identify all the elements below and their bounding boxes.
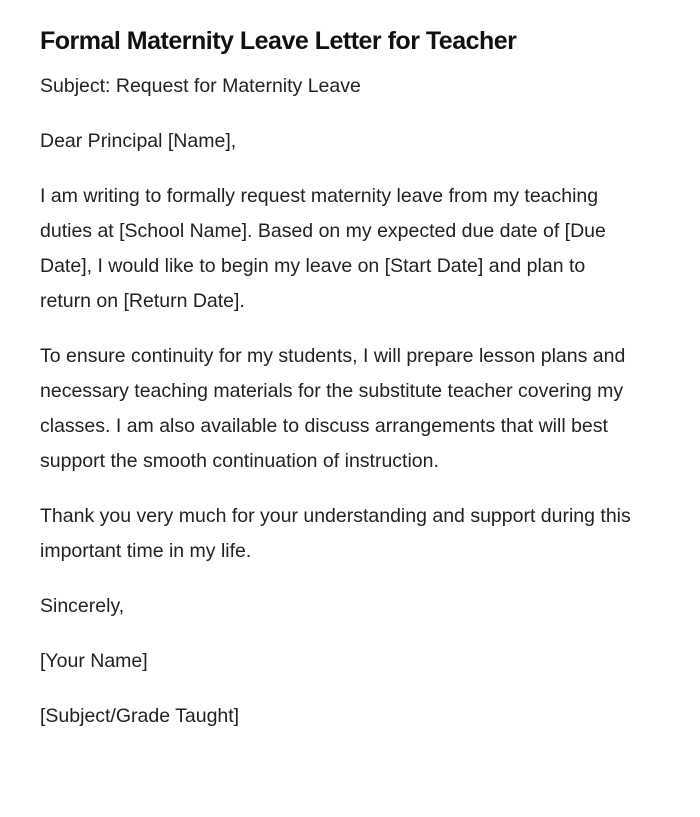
- signature-name: [Your Name]: [40, 650, 148, 672]
- signature-role: [Subject/Grade Taught]: [40, 705, 240, 727]
- letter-closing: Sincerely,: [40, 595, 125, 617]
- letter-paragraph-request: I am writing to formally request maternity leave from my teaching duties at [School Name]. Based on my expected due date of [Due Date], I would like to begin my leave on [Start Date] and plan to return on [Return Date].: [40, 185, 606, 312]
- letter-salutation: Dear Principal [Name],: [40, 130, 237, 152]
- letter-document: [40, 0, 640, 734]
- letter-title: Formal Maternity Leave Letter for Teacher: [40, 27, 517, 55]
- letter-subject: Subject: Request for Maternity Leave: [40, 75, 361, 97]
- letter-paragraph-continuity: To ensure continuity for my students, I will prepare lesson plans and necessary teaching materials for the substitute teacher covering my classes. I am also available to discuss arrangements that will best support the smooth continuation of instruction.: [40, 345, 626, 472]
- letter-paragraph-thanks: Thank you very much for your understanding and support during this important time in my life.: [40, 505, 631, 562]
